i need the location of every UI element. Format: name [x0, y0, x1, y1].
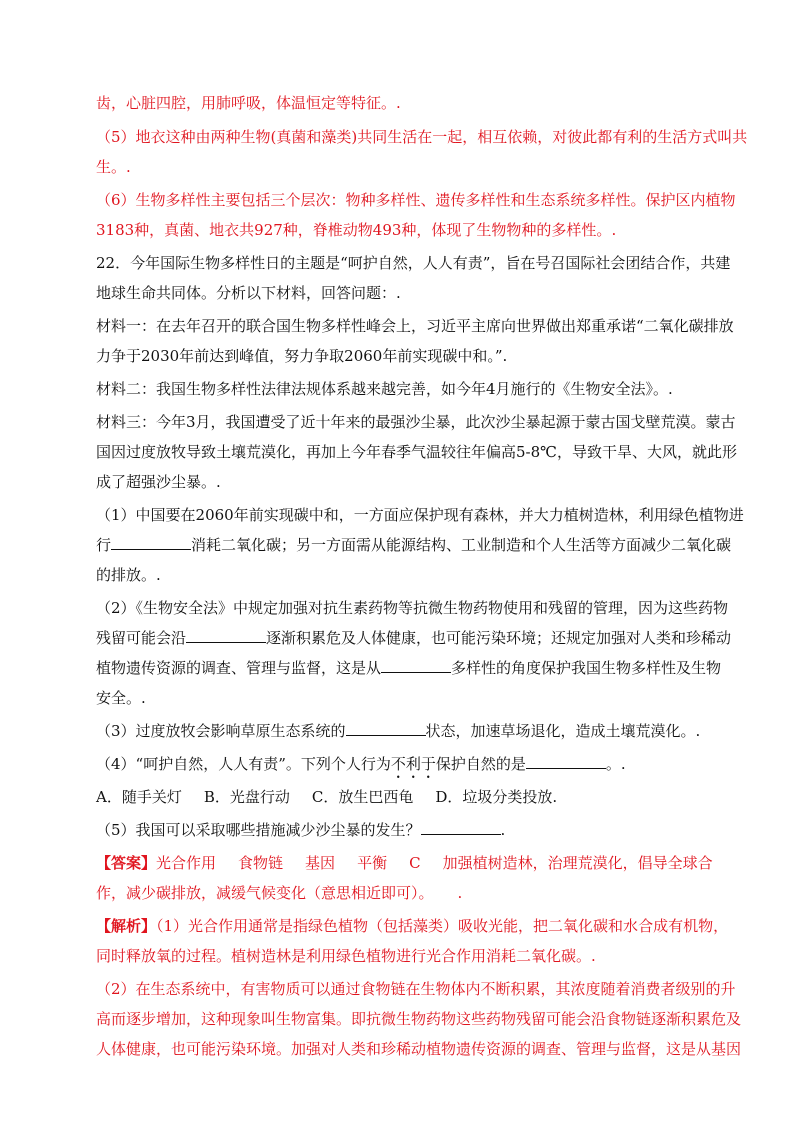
- analysis-tag: 【解析】: [96, 917, 157, 935]
- answer-item: 加强植树造林，治理荒漠化，倡导全球合: [442, 854, 713, 872]
- sub-question-1: 的排放。.: [96, 566, 161, 584]
- answer-item: 作，减少碳排放，减缓气候变化（意思相近即可）。: [96, 884, 434, 902]
- answer-item: C: [409, 854, 421, 872]
- answer-blank: [421, 820, 501, 835]
- question-text: 消耗二氧化碳；另一方面需从能源结构、工业制造和个人生活等方面减少二氧化碳: [191, 536, 732, 554]
- answer-text-line: （5）地衣这种由两种生物(真菌和藻类)共同生活在一起，相互依赖，对彼此都有利的生活方式叫共: [96, 128, 748, 146]
- material-one: 力争于2030年前达到峰值，努力争取2060年前实现碳中和。”.: [96, 347, 508, 365]
- sub-question-2: 安全。.: [96, 689, 146, 707]
- analysis-text: （2）在生态系统中，有害物质可以通过食物链在生物体内不断积累，其浓度随着消费者级别的升: [96, 980, 736, 998]
- answer-blank: [346, 721, 426, 736]
- answer-item: .: [457, 884, 463, 902]
- analysis-text: 人体健康，也可能污染环境。加强对人类和珍稀动植物遗传资源的调查、管理与监督，这是从基因: [96, 1040, 742, 1058]
- option-b: B．光盘行动: [203, 788, 290, 806]
- answer-section: [96, 853, 713, 873]
- choice-options: [96, 787, 557, 807]
- analysis-text: （1）光合作用通常是指绿色植物（包括藻类）吸收光能，把二氧化碳和水合成有机物，: [156, 917, 729, 935]
- option-d: D．垃圾分类投放.: [435, 788, 558, 806]
- question-text: 多样性的角度保护我国生物多样性及生物: [451, 659, 722, 677]
- material-three: 成了超强沙尘暴。.: [96, 473, 221, 491]
- answer-text-line: 生。.: [96, 158, 131, 176]
- answer-text-line: （6）生物多样性主要包括三个层次：物种多样性、遗传多样性和生态系统多样性。保护区内植物: [96, 191, 736, 209]
- answer-item: 基因: [305, 854, 336, 872]
- answer-blank: [381, 658, 451, 673]
- sub-question-2: [96, 628, 731, 648]
- question-intro: 地球生命共同体。分析以下材料，回答问题：.: [96, 284, 401, 302]
- question-text: 。.: [605, 755, 626, 773]
- sub-question-3: [96, 721, 700, 741]
- answer-tag: 【答案】: [96, 854, 157, 872]
- sub-question-1: （1）中国要在2060年前实现碳中和，一方面应保护现有森林，并大力植树造林，利用绿色植物进: [96, 506, 744, 524]
- material-two: 材料二：我国生物多样性法律法规体系越来越完善，如今年4月施行的《生物安全法》。.: [96, 380, 673, 398]
- answer-item: 光合作用: [156, 854, 217, 872]
- sub-question-4: [96, 754, 626, 782]
- sub-question-1: [96, 535, 731, 555]
- question-text: （3）过度放牧会影响草原生态系统的: [96, 722, 346, 740]
- answer-blank: [526, 754, 606, 769]
- analysis-text: 高而逐步增加，这种现象叫生物富集。即抗微生物药物这些药物残留可能会沿食物链逐渐积累危及: [96, 1010, 742, 1028]
- question-text: 植物遗传资源的调查、管理与监督，这是从: [96, 659, 382, 677]
- sub-question-2: （2）《生物安全法》中规定加强对抗生素药物等抗微生物药物使用和残留的管理，因为这些药物: [96, 599, 729, 617]
- analysis-section: [96, 916, 728, 936]
- option-a: A．随手关灯: [96, 788, 182, 806]
- question-text: 残留可能会沿: [96, 629, 187, 647]
- option-c: C．放生巴西龟: [311, 788, 414, 806]
- sub-question-2: [96, 658, 721, 678]
- material-three: 材料三：今年3月，我国遭受了近十年来的最强沙尘暴，此次沙尘暴起源于蒙古国戈壁荒漠。蒙古: [96, 413, 736, 431]
- sub-question-5: [96, 820, 505, 840]
- question-text: （4）“呵护自然，人人有责”。下列个人行为: [96, 755, 391, 773]
- answer-text-line: 齿，心脏四腔，用肺呼吸，体温恒定等特征。.: [96, 94, 401, 112]
- question-text: 逐渐积累危及人体健康，也可能污染环境；还规定加强对人类和珍稀动: [266, 629, 732, 647]
- question-text: 行: [96, 536, 112, 554]
- question-text: .: [500, 821, 506, 839]
- answer-blank: [186, 628, 266, 643]
- answer-blank: [111, 535, 191, 550]
- emphasized-text: 不利于: [390, 755, 436, 773]
- question-intro: 22．今年国际生物多样性日的主题是“呵护自然，人人有责”，旨在号召国际社会团结合作，共建: [96, 254, 731, 272]
- question-text: （5）我国可以采取哪些措施减少沙尘暴的发生？: [96, 821, 421, 839]
- answer-text-line: 3183种，真菌、地衣共927种，脊椎动物493种，体现了生物物种的多样性。.: [96, 221, 617, 239]
- question-text: 状态，加速草场退化，造成土壤荒漠化。.: [425, 722, 701, 740]
- question-text: 保护自然的是: [435, 755, 526, 773]
- answer-item: 食物链: [238, 854, 284, 872]
- material-one: 材料一：在去年召开的联合国生物多样性峰会上，习近平主席向世界做出郑重承诺“二氧化碳排放: [96, 317, 734, 335]
- analysis-text: 同时释放氧的过程。植树造林是利用绿色植物进行光合作用消耗二氧化碳。.: [96, 947, 596, 965]
- material-three: 国因过度放牧导致土壤荒漠化，再加上今年春季气温较往年偏高5-8℃，导致干旱、大风，就此形: [96, 443, 737, 461]
- answer-section: [96, 883, 462, 903]
- answer-item: 平衡: [357, 854, 388, 872]
